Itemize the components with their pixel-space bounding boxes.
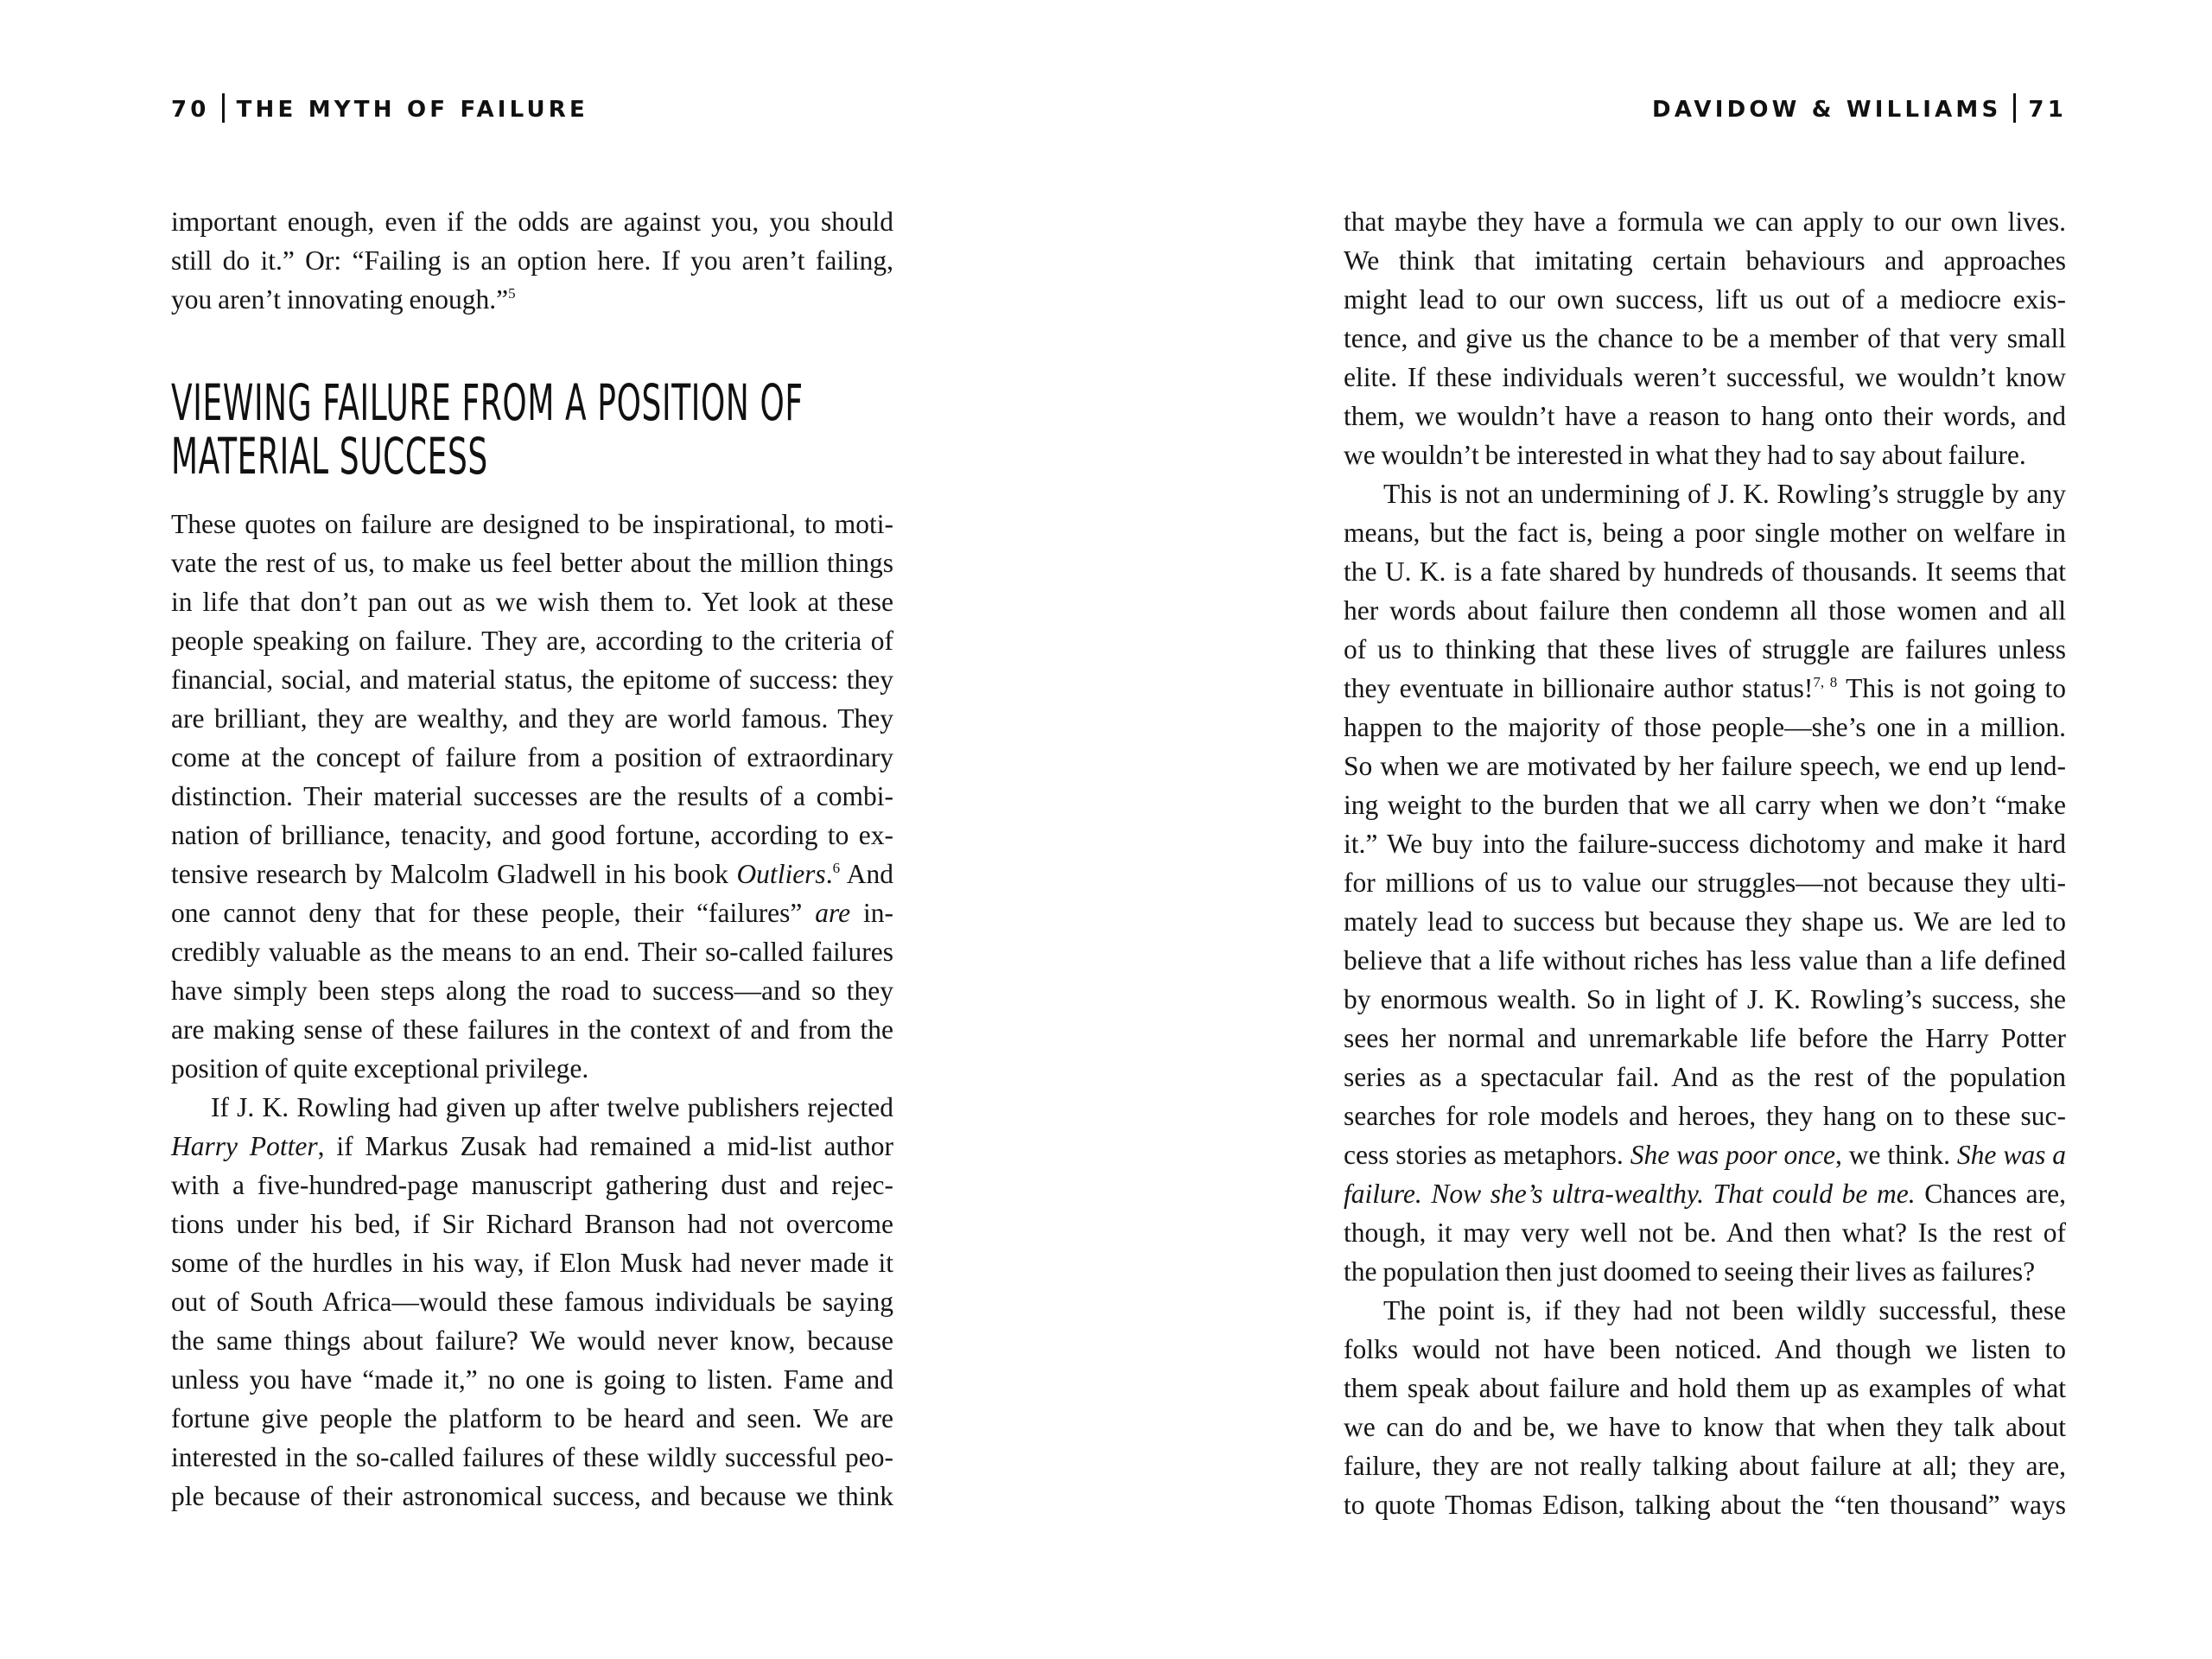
text-line: that maybe they have a formula we can apply to our own lives. [1344,207,2066,237]
section-heading [171,373,804,486]
text-line: by enormous wealth. So in light of J. K. Rowling’s success, she [1344,984,2066,1014]
italic-text: failure. Now she’s ultra-wealthy. That could be me. [1344,1179,1916,1209]
text-line: ing weight to the burden that we all carry when we don’t “make [1344,790,2066,820]
book-title: THE MYTH OF FAILURE [236,97,588,123]
text-line: people speaking on failure. They are, according to the criteria of [171,626,893,656]
text-line: ple because of their astronomical success, and because we think [171,1481,893,1511]
text-line: might lead to our own success, lift us out of a mediocre exis- [1344,284,2066,315]
text-line: the U. K. is a fate shared by hundreds of thousands. It seems that [1344,556,2066,587]
text-line: unless you have “made it,” no one is going to listen. Fame and [171,1364,893,1395]
text-line: in life that don’t pan out as we wish them to. Yet look at these [171,587,893,617]
text-line: tensive research by Malcolm Gladwell in his book Outliers.$^6$ And [171,859,894,889]
text-line: happen to the majority of those people—she’s one in a million. [1344,712,2066,742]
text-line: have simply been steps along the road to success—and so they [171,976,893,1006]
italic-text: Harry Potter [171,1131,318,1161]
text-line: Harry Potter, if Markus Zusak had remained a mid-list author [171,1131,894,1161]
text-line: These quotes on failure are designed to be inspirational, to moti- [171,509,893,539]
text-line: So when we are motivated by her failure speech, we end up lend- [1344,751,2066,781]
italic-text: are [815,898,851,928]
text-line: they eventuate in billionaire author status!$^{7, 8}$ This is not going to [1344,673,2067,703]
left-running-head [171,93,588,125]
page-number: 70 [171,97,210,123]
italic-text: She was a [1956,1140,2066,1170]
text-line: searches for role models and heroes, they hang on to these suc- [1344,1101,2066,1131]
text-line: of us to thinking that these lives of struggle are failures unless [1344,634,2066,664]
text-line: them, we wouldn’t have a reason to hang onto their words, and [1344,401,2066,431]
page-number: 71 [2028,97,2067,123]
italic-text: Outliers [736,859,826,889]
text-line: one cannot deny that for these people, their “failures” are in- [171,898,893,928]
text-line: folks would not have been noticed. And though we listen to [1344,1334,2066,1364]
text-line: tions under his bed, if Sir Richard Branson had not overcome [171,1209,893,1239]
text-line: We think that imitating certain behaviours and approaches [1344,245,2066,276]
text-line: cess stories as metaphors. She was poor once, we think. She was a [1344,1140,2066,1170]
text-line: them speak about failure and hold them up as examples of what [1344,1373,2066,1403]
header-separator [222,93,225,123]
section-heading-line: VIEWING FAILURE FROM A POSITION OF [171,373,804,432]
text-line: the same things about failure? We would never know, because [171,1325,893,1356]
text-line: you aren’t innovating enough.”$^5$ [171,284,516,315]
continued-paragraph [171,202,893,319]
text-line: failure, they are not really talking about failure at all; they are, [1344,1451,2066,1481]
text-line: tence, and give us the chance to be a member of that very small [1344,323,2066,353]
header-separator [2013,93,2016,123]
text-line: failure. Now she’s ultra-wealthy. That could be me. Chances are, [1344,1179,2066,1209]
text-line: mately lead to success but because they shape us. We are led to [1344,906,2066,937]
text-line: the population then just doomed to seeing their lives as failures? [1344,1256,2036,1287]
text-line: The point is, if they had not been wildly successful, these [1383,1295,2066,1325]
italic-text: She was poor once [1630,1140,1835,1170]
text-line: means, but the fact is, being a poor single mother on welfare in [1344,518,2066,548]
text-line: for millions of us to value our struggles—not because they ulti- [1344,868,2066,898]
text-line: some of the hurdles in his way, if Elon Musk had never made it [171,1248,893,1278]
text-line: fortune give people the platform to be heard and seen. We are [171,1403,893,1433]
text-line: though, it may very well not be. And then what? Is the rest of [1344,1217,2066,1248]
text-line: vate the rest of us, to make us feel better about the million things [171,548,893,578]
text-line: important enough, even if the odds are against you, you should [171,207,893,237]
text-line: If J. K. Rowling had given up after twelve publishers rejected [211,1092,893,1122]
text-line: sees her normal and unremarkable life before the Harry Potter [1344,1023,2066,1053]
text-line: This is not an undermining of J. K. Rowling’s struggle by any [1383,479,2066,509]
text-line: elite. If these individuals weren’t successful, we wouldn’t know [1344,362,2066,392]
left-body-text [171,505,893,1516]
right-body-text [1344,202,2066,1524]
text-line: we can do and be, we have to know that when they talk about [1344,1412,2066,1442]
text-line: are making sense of these failures in the context of and from the [171,1014,893,1045]
text-line: interested in the so-called failures of these wildly successful peo- [171,1442,893,1472]
footnote-ref: 6 [832,860,841,876]
footnote-ref: 5 [508,285,516,302]
text-line: are brilliant, they are wealthy, and they are world famous. They [171,703,893,734]
text-line: financial, social, and material status, the epitome of success: they [171,664,893,695]
author-names: DAVIDOW & WILLIAMS [1652,97,2002,123]
text-line: we wouldn’t be interested in what they had to say about failure. [1344,440,2026,470]
text-line: series as a spectacular fail. And as the rest of the population [1344,1062,2066,1092]
text-line: out of South Africa—would these famous individuals be saying [171,1287,893,1317]
text-line: nation of brilliance, tenacity, and good fortune, according to ex- [171,820,893,850]
text-line: to quote Thomas Edison, talking about the “ten thousand” ways [1344,1490,2066,1520]
right-page [1106,0,2212,1659]
text-line: it.” We buy into the failure-success dichotomy and make it hard [1344,829,2066,859]
text-line: distinction. Their material successes are the results of a combi- [171,781,893,811]
text-line: credibly valuable as the means to an end. Their so-called failures [171,937,893,967]
text-line: believe that a life without riches has less value than a life defined [1344,945,2066,976]
footnote-ref: 7, 8 [1813,674,1838,690]
text-line: her words about failure then condemn all those women and all [1344,595,2066,626]
text-line: come at the concept of failure from a position of extraordinary [171,742,893,772]
right-running-head [1652,93,2067,125]
section-heading-line: MATERIAL SUCCESS [171,427,488,486]
text-line: still do it.” Or: “Failing is an option here. If you aren’t failing, [171,245,893,276]
text-line: position of quite exceptional privilege. [171,1053,589,1084]
text-line: with a five-hundred-page manuscript gathering dust and rejec- [171,1170,893,1200]
